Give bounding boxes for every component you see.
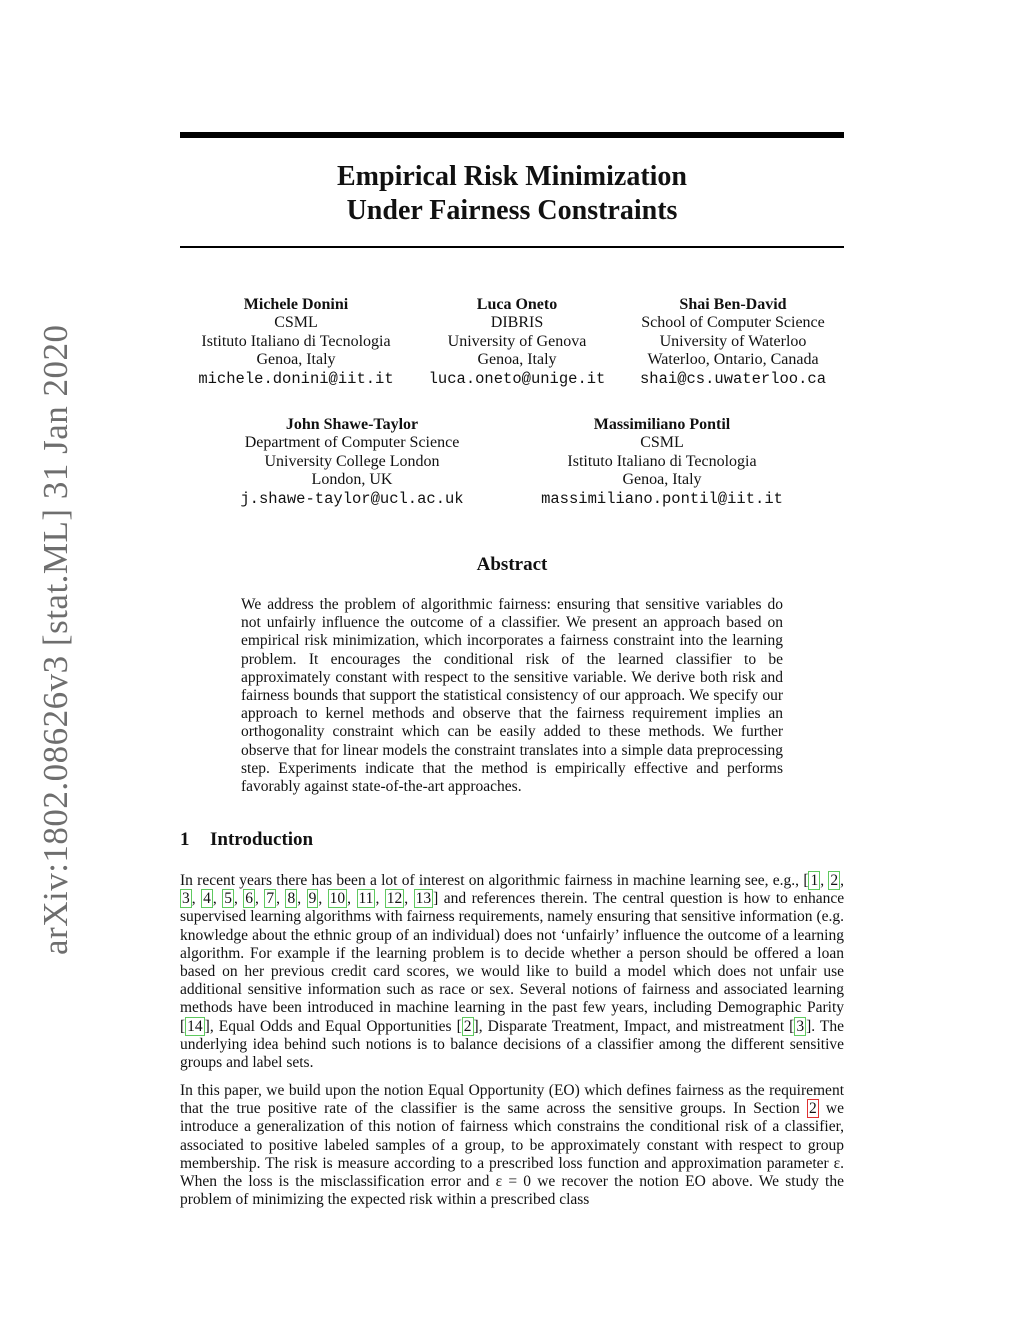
intro-paragraph-1	[180, 872, 844, 1072]
author-institution: University of Waterloo	[659, 332, 807, 350]
author-block	[417, 296, 617, 388]
author-dept: School of Computer Science	[641, 314, 825, 332]
author-name: John Shawe-Taylor	[285, 416, 419, 433]
author-location: London, UK	[311, 471, 393, 489]
section-heading	[180, 829, 313, 851]
author-email[interactable]: shai@cs.uwaterloo.ca	[639, 369, 827, 388]
section-number: 1	[180, 829, 190, 850]
author-institution: Istituto Italiano di Tecnologia	[567, 452, 757, 470]
author-dept: Department of Computer Science	[244, 434, 460, 452]
citation-link[interactable]: 12	[386, 890, 403, 908]
citation-link[interactable]: 1	[810, 872, 819, 889]
paragraph-text: ]. The underlying idea behind such notions is to balance decisions of a classifier among the different sensitive groups and label sets.	[180, 1017, 844, 1072]
intro-paragraph-2	[180, 1082, 844, 1209]
author-email[interactable]: luca.oneto@unige.it	[428, 369, 606, 388]
author-block	[528, 416, 796, 508]
paragraph-text: ], Disparate Treatment, Impact, and mistreatment [	[473, 1017, 795, 1035]
author-name: Michele Donini	[243, 296, 349, 313]
author-institution: Istituto Italiano di Tecnologia	[201, 332, 391, 350]
citation-link[interactable]: 5	[224, 890, 232, 908]
author-block	[231, 416, 473, 508]
title-bottom-rule	[180, 246, 844, 248]
author-email[interactable]: massimiliano.pontil@iit.it	[541, 489, 783, 508]
author-name: Massimiliano Pontil	[593, 416, 731, 433]
citation-link[interactable]: 9	[308, 890, 317, 908]
author-dept: CSML	[274, 314, 318, 332]
author-institution: University College London	[264, 452, 440, 470]
paragraph-text: ] and references therein. The central question is how to enhance supervised learning algorithms with fairness requirements, namely ensuring that sensitive information (e.g. knowledge about the ethnic group of an individual) does not ‘unfairly’ influence the outcome of a learning algorithm. For example if the learning problem is to decide whether a person should be offered a loan based on her previous credit card scores, we would like to build a model which does not unfair use additional sensitive information such as race or sex. Several notions of fairness and associated learning methods have been introduced in machine learning in the past few years, including Demographic Parity [	[180, 890, 845, 1035]
paragraph-text: In this paper, we build upon the notion Equal Opportunity (EO) which defines fairness as the requirement that the true positive rate of the classifier is the same across the sensitive groups. In Section	[180, 1082, 844, 1118]
author-block	[190, 296, 402, 388]
citation-link[interactable]: 13	[415, 890, 432, 908]
citation-list: 1 , 2 , 3 , 4 , 5 , 6 , 7 , 8 , 9 , 10 , 11 , 12 , 13	[182, 872, 844, 908]
author-email[interactable]: michele.donini@iit.it	[198, 369, 394, 388]
citation-link[interactable]: 3	[182, 890, 190, 908]
arxiv-identifier: arXiv:1802.08626v3 [stat.ML] 31 Jan 2020	[36, 324, 75, 955]
title-line-2: Under Fairness Constraints	[346, 195, 678, 226]
author-institution: University of Genova	[447, 332, 587, 350]
paragraph-text: ], Equal Odds and Equal Opportunities [	[204, 1017, 462, 1035]
author-dept: CSML	[640, 434, 684, 452]
citation-link[interactable]: 6	[245, 890, 254, 908]
section-title: Introduction	[210, 829, 314, 850]
paragraph-text: In recent years there has been a lot of interest on algorithmic fairness in machine learning see, e.g., [	[180, 872, 809, 889]
author-dept: DIBRIS	[490, 314, 544, 332]
citation-link[interactable]: 3	[796, 1017, 805, 1035]
author-name: Shai Ben-David	[679, 296, 787, 313]
citation-link[interactable]: 4	[203, 890, 211, 908]
citation-link[interactable]: 2	[830, 872, 839, 889]
title-line-1: Empirical Risk Minimization	[337, 161, 687, 192]
paper-title	[180, 160, 844, 228]
citation-link[interactable]: 8	[287, 890, 296, 908]
author-name: Luca Oneto	[476, 296, 558, 313]
author-location: Genoa, Italy	[622, 471, 702, 489]
abstract-heading: Abstract	[476, 554, 548, 575]
paragraph-text: we introduce a generalization of this notion of fairness which constrains the conditional risk of a classifier, associated to positive labeled samples of a group, to be approximately constant with respect to group membership. The risk is measure according to a prescribed loss function and approximation parameter ε. When the loss is the misclassification error and ε = 0 we recover the notion EO above. We study the problem of minimizing the expected risk within a prescribed class	[180, 1100, 844, 1209]
citation-link[interactable]: 10	[329, 890, 346, 908]
citation-link[interactable]: 2	[463, 1017, 472, 1035]
author-location: Waterloo, Ontario, Canada	[647, 351, 819, 369]
citation-link[interactable]: 7	[266, 890, 275, 908]
citation-link[interactable]: 11	[358, 890, 374, 908]
abstract-text: We address the problem of algorithmic fairness: ensuring that sensitive variables do not unfairly influence the outcome of a classifier. We present an approach based on empirical risk minimization, which incorporates a fairness constraint into the learning problem. It encourages the conditional risk of the learned classifier to be approximately constant with respect to the sensitive variable. We derive both risk and fairness bounds that support the statistical consistency of our approach. We specify our approach to kernel methods and observe that the fairness requirement implies an orthogonality constraint which can be easily added to these methods. We further observe that for linear models the constraint translates into a simple data preprocessing step. Experiments indicate that the method is empirically effective and performs favorably against state-of-the-art approaches.	[241, 596, 783, 796]
author-email[interactable]: j.shawe-taylor@ucl.ac.uk	[240, 489, 464, 508]
author-location: Genoa, Italy	[477, 351, 557, 369]
author-location: Genoa, Italy	[256, 351, 336, 369]
section-reference-link[interactable]: 2	[808, 1100, 817, 1118]
author-block	[632, 296, 834, 388]
citation-link[interactable]: 14	[187, 1017, 203, 1035]
title-top-rule	[180, 132, 844, 138]
